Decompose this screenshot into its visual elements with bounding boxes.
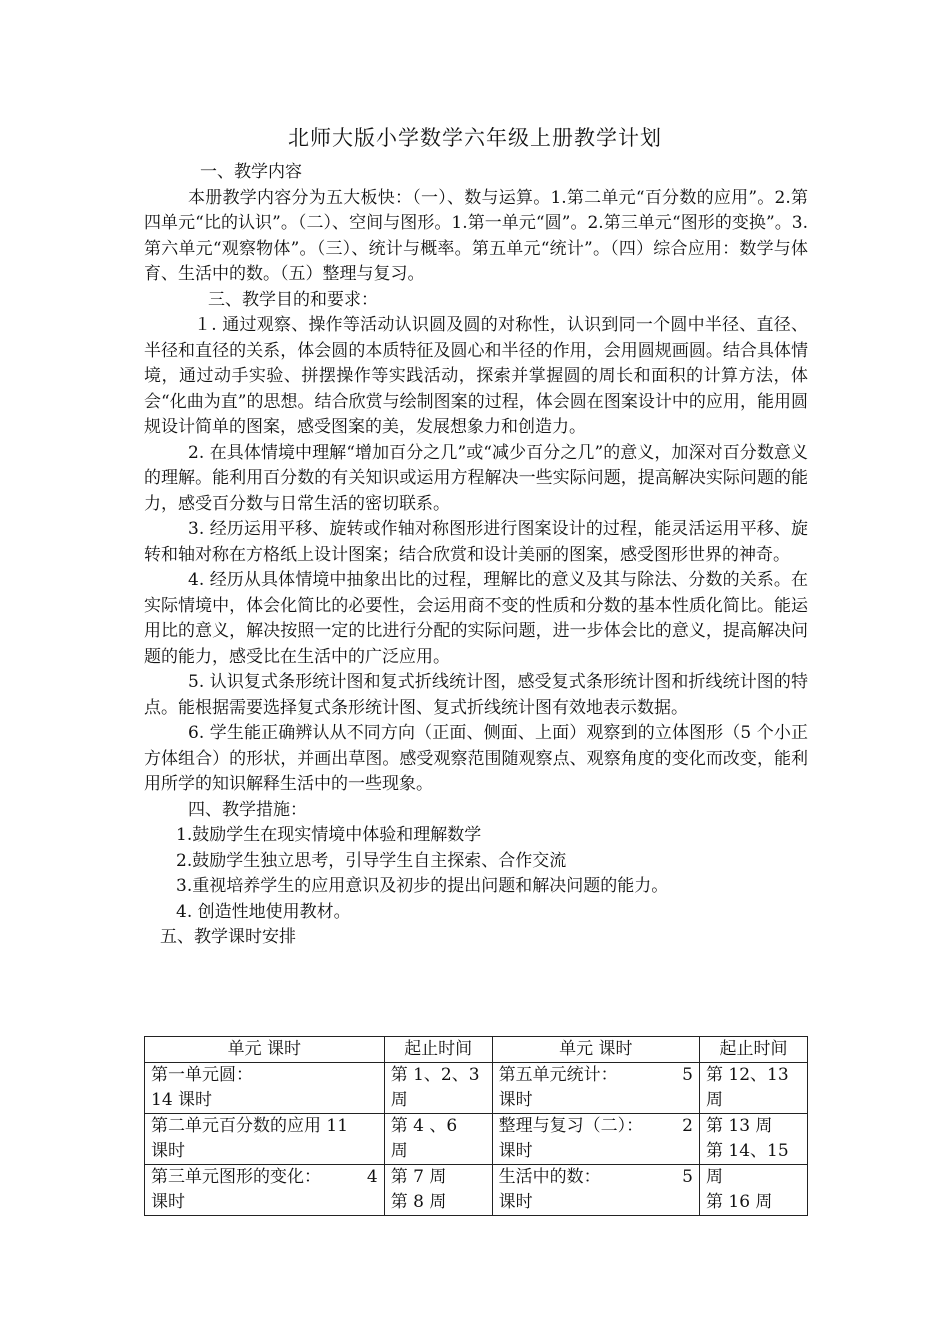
cell-text: 第 16 周 [705,1192,773,1212]
goal-item-2: 2. 在具体情境中理解“增加百分之几”或“减少百分之几”的意义，加深对百分数意义的理解。能利用百分数的有关知识或运用方程解决一些实际问题，提高解决实际问题的能力，感受百分数与日常生活的密切联系。 [144,442,808,514]
goal-item-5: 5. 认识复式条形统计图和复式折线统计图，感受复式条形统计图和折线统计图的特点。能根据需要选择复式条形统计图、复式折线统计图有效地表示数据。 [144,672,808,718]
time-cell [384,1063,492,1114]
cell-text: 课时 [498,1090,533,1110]
time-cell [384,1165,492,1216]
time-cell [699,1114,807,1165]
cell-text: 第 12、13 [705,1065,789,1085]
cell-text: 第 14、15 [705,1141,789,1161]
measure-item-2: 2.鼓励学生独立思考，引导学生自主探索、合作交流 [176,850,567,871]
table-row [145,1063,808,1114]
document-body [144,160,808,951]
cell-text: 第二单元百分数的应用 11 [151,1116,349,1136]
cell-text: 生活中的数： [498,1167,601,1187]
section-heading-schedule: 五、教学课时安排 [160,927,296,947]
cell-text: 课时 [498,1192,533,1212]
table-header-cell: 单元 课时 [145,1037,385,1063]
table-header-cell: 单元 课时 [492,1037,699,1063]
cell-text: 课时 [498,1141,533,1161]
cell-number: 5 [682,1065,693,1085]
cell-text: 第 8 周 [390,1192,447,1212]
content-paragraph: 本册教学内容分为五大板快：（一）、数与运算。1.第二单元“百分数的应用”。2.第四单元“比的认识”。（二）、空间与图形。1.第一单元“圆”。2.第三单元“图形的变换”。3.第六单元“观察物体”。（三）、统计与概率。第五单元“统计”。（四）综合应用：数学与体育、生活中的数。（五）整理与复习。 [144,187,808,284]
goal-item-6: 6. 学生能正确辨认从不同方向（正面、侧面、上面）观察到的立体图形（5 个小正方体组合）的形状，并画出草图。感受观察范围随观察点、观察角度的变化而改变，能利用所学的知识解释生活中的一些现象。 [144,723,808,794]
time-cell [699,1165,807,1216]
table-header-row [145,1037,808,1063]
measure-item-1: 1.鼓励学生在现实情境中体验和理解数学 [176,825,482,845]
section-heading-measures: 四、教学措施： [188,799,307,820]
cell-text: 第一单元圆： [151,1065,253,1085]
table-header-cell: 起止时间 [384,1037,492,1063]
cell-text: 课时 [151,1141,185,1161]
time-cell [384,1114,492,1165]
cell-text: 第 4 、6 [390,1116,458,1136]
table-row [145,1114,808,1165]
table-header-cell: 起止时间 [699,1037,807,1063]
cell-text: 第 1、2、3 [390,1065,480,1085]
measure-item-3: 3.重视培养学生的应用意识及初步的提出问题和解决问题的能力。 [176,876,669,896]
cell-text: 第 13 周 [705,1116,773,1136]
time-cell [699,1063,807,1114]
unit-cell [145,1165,385,1216]
cell-text: 课时 [151,1192,185,1212]
cell-number: 5 [682,1167,693,1187]
unit-cell [145,1114,385,1165]
goal-item-4: 4. 经历从具体情境中抽象出比的过程，理解比的意义及其与除法、分数的关系。在实际情境中，体会化简比的必要性，会运用商不变的性质和分数的基本性质化简比。能运用比的意义，解决按照一定的比进行分配的实际问题，进一步体会比的意义，提高解决问题的能力，感受比在生活中的广泛应用。 [144,570,808,667]
page-title: 北师大版小学数学六年级上册教学计划 [288,126,662,150]
cell-text: 周 [390,1141,408,1161]
cell-text: 第三单元图形的变化： [151,1167,321,1187]
cell-text: 第 7 周 [390,1167,447,1187]
section-heading-goals: 三、教学目的和要求： [208,289,378,310]
unit-cell [492,1165,699,1216]
cell-text: 整理与复习（二）： [498,1116,644,1136]
unit-cell [145,1063,385,1114]
cell-text: 周 [390,1090,408,1110]
cell-text: 第五单元统计： [498,1065,618,1085]
cell-text: 14 课时 [151,1090,213,1110]
schedule-table [144,1036,808,1216]
cell-text: 周 [705,1167,723,1187]
unit-cell [492,1114,699,1165]
measure-item-4: 4. 创造性地使用教材。 [176,901,351,922]
unit-cell [492,1063,699,1114]
table-row [145,1165,808,1216]
section-heading-content: 一、教学内容 [200,162,302,182]
cell-text: 周 [705,1090,723,1110]
goal-item-3: 3. 经历运用平移、旋转或作轴对称图形进行图案设计的过程，能灵活运用平移、旋转和轴对称在方格纸上设计图案；结合欣赏和设计美丽的图案，感受图形世界的神奇。 [144,519,808,565]
goal-item-1: １. 通过观察、操作等活动认识圆及圆的对称性，认识到同一个圆中半径、直径、半径和直径的关系，体会圆的本质特征及圆心和半径的作用，会用圆规画圆。结合具体情境，通过动手实验、拼摆操作等实践活动，探索并掌握圆的周长和面积的计算方法，体会“化曲为直”的思想。结合欣赏与绘制图案的过程，体会圆在图案设计中的应用，能用圆规设计简单的图案，感受图案的美，发展想象力和创造力。 [144,315,808,437]
cell-number: 2 [682,1116,693,1136]
cell-number: 4 [366,1167,378,1187]
